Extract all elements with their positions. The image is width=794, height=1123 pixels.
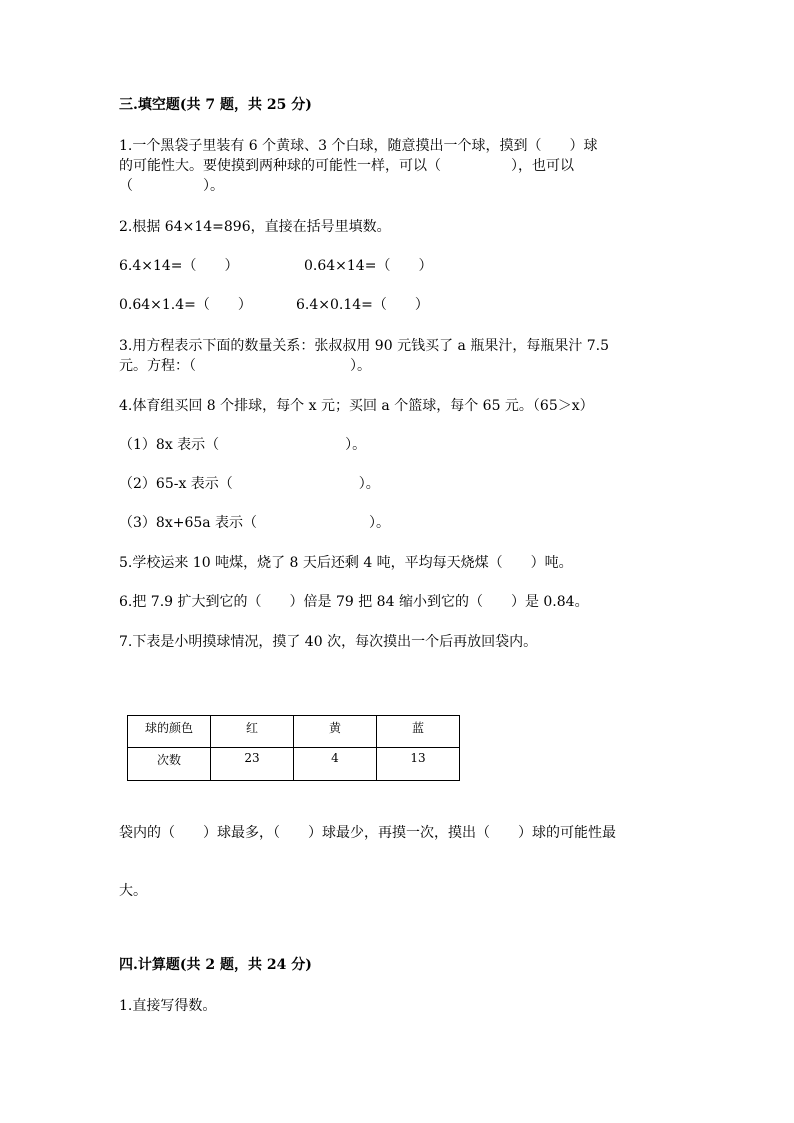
question-3-line-2: 元。方程：（ ）。 xyxy=(119,358,371,374)
table-row xyxy=(128,748,460,781)
question-2-item-4: 6.4×0.14=（ ） xyxy=(296,297,429,313)
question-1-line-3: （ ）。 xyxy=(119,178,224,194)
question-4-sub-2: （2）65-x 表示（ ）。 xyxy=(119,476,380,492)
question-4-stem: 4.体育组买回 8 个排球，每个 x 元；买回 a 个篮球，每个 65 元。（65＞x） xyxy=(119,398,594,414)
question-7-after-line-1: 袋内的（ ）球最多，（ ）球最少，再摸一次，摸出（ ）球的可能性最 xyxy=(119,825,616,841)
table-cell: 蓝 xyxy=(377,716,460,748)
table-cell: 黄 xyxy=(294,716,377,748)
section-4-question-1: 1.直接写得数。 xyxy=(119,998,217,1014)
question-5: 5.学校运来 10 吨煤，烧了 8 天后还剩 4 吨，平均每天烧煤（ ）吨。 xyxy=(119,555,573,571)
question-7-stem: 7.下表是小明摸球情况，摸了 40 次，每次摸出一个后再放回袋内。 xyxy=(119,634,538,650)
question-3-line-1: 3.用方程表示下面的数量关系：张叔叔用 90 元钱买了 a 瓶果汁，每瓶果汁 7.5 xyxy=(119,338,610,354)
question-4-sub-3: （3）8x+65a 表示（ ）。 xyxy=(119,515,391,531)
question-6: 6.把 7.9 扩大到它的（ ）倍是 79 把 84 缩小到它的（ ）是 0.84。 xyxy=(119,594,589,610)
question-2-item-3: 0.64×1.4=（ ） xyxy=(119,297,252,313)
question-2-item-2: 0.64×14=（ ） xyxy=(304,258,433,274)
table-header-row xyxy=(128,716,460,748)
question-1-line-2: 的可能性大。要使摸到两种球的可能性一样，可以（ ），也可以 xyxy=(119,158,574,174)
question-4-sub-1: （1）8x 表示（ ）。 xyxy=(119,437,367,453)
table-cell: 球的颜色 xyxy=(128,716,211,748)
question-2-item-1: 6.4×14=（ ） xyxy=(119,258,239,274)
question-2-stem: 2.根据 64×14=896，直接在括号里填数。 xyxy=(119,219,391,235)
section-4-title: 四.计算题(共 2 题，共 24 分) xyxy=(119,957,312,973)
section-3-title: 三.填空题(共 7 题，共 25 分) xyxy=(119,97,312,113)
question-1-line-1: 1.一个黑袋子里装有 6 个黄球、3 个白球，随意摸出一个球，摸到（ ）球 xyxy=(119,138,598,154)
question-7-after-line-2: 大。 xyxy=(119,883,147,899)
ball-count-table xyxy=(127,715,460,781)
table-cell: 23 xyxy=(211,748,294,781)
table-cell: 次数 xyxy=(128,748,211,781)
table-cell: 4 xyxy=(294,748,377,781)
table-cell: 红 xyxy=(211,716,294,748)
table-cell: 13 xyxy=(377,748,460,781)
